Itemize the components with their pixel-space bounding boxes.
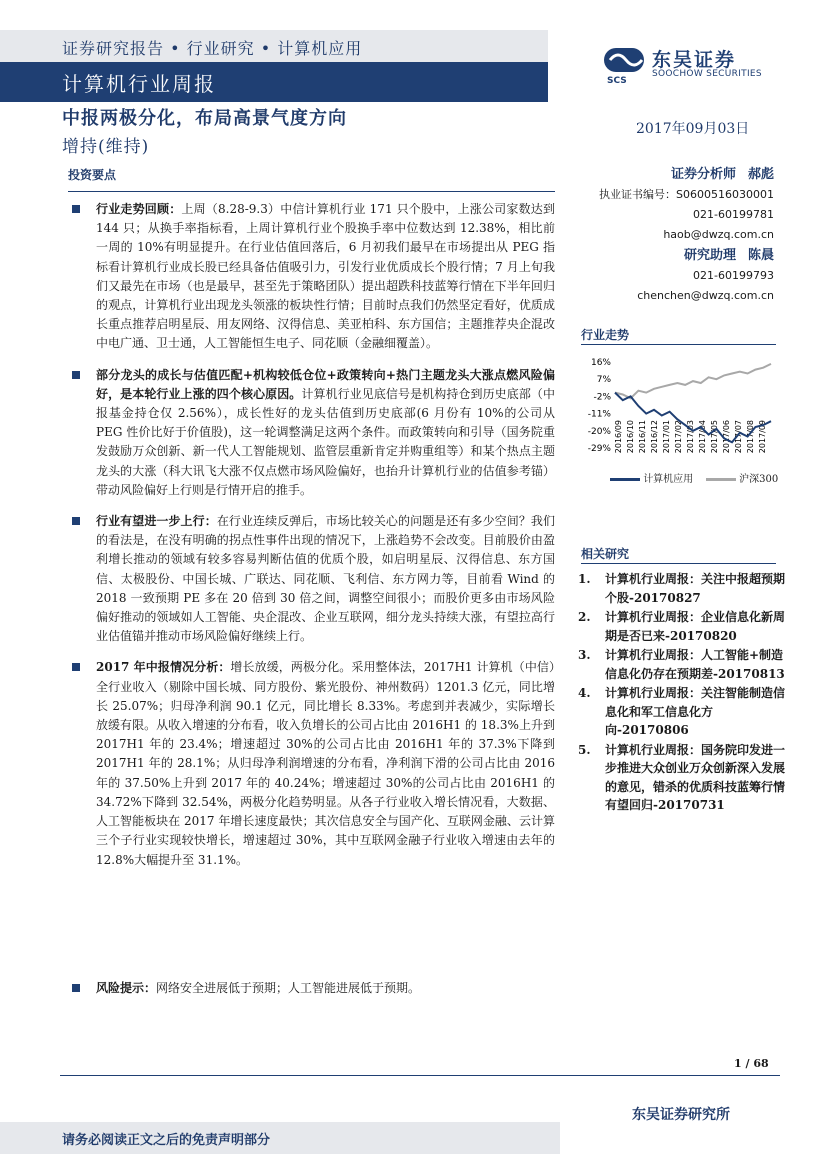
- related-divider: [581, 563, 776, 564]
- analyst-role: 证券分析师: [670, 167, 736, 182]
- x-tick-label: 2017/04: [698, 420, 707, 454]
- legend-label-computer: 计算机应用: [643, 474, 694, 485]
- x-tick-label: 2017/08: [746, 420, 755, 454]
- square-bullet-icon: [72, 371, 80, 379]
- x-tick-label: 2017/09: [758, 420, 767, 454]
- logo-english-name: SOOCHOW SECURITIES: [652, 69, 762, 79]
- related-item[interactable]: 5. 计算机行业周报：国务院印发进一步推进大众创业万众创新深入发展的意见，错杀的优质科技蓝筹行情有望回归-20170731: [578, 742, 786, 812]
- disclaimer: 请务必阅读正文之后的免责声明部分: [62, 1133, 271, 1148]
- report-title: 计算机行业周报: [62, 72, 216, 96]
- legend-label-hs300: 沪深300: [739, 474, 779, 485]
- legend-swatch-hs300: [706, 478, 736, 481]
- related-research-list: [578, 570, 790, 816]
- y-tick-label: -20%: [587, 426, 611, 437]
- risk-body: 网络安全进展低于预期；人工智能进展低于预期。: [156, 981, 421, 995]
- report-subtitle: 中报两极分化，布局高景气度方向: [62, 108, 347, 129]
- related-item[interactable]: 4. 计算机行业周报：关注智能制造信息化和军工信息化方向-20170806: [578, 686, 786, 737]
- analyst-phone: 021-60199781: [693, 208, 774, 221]
- x-tick-label: 2016/10: [626, 420, 635, 454]
- analyst-cert: 执业证书编号：S0600516030001: [599, 188, 774, 201]
- x-tick-label: 2017/05: [710, 420, 719, 454]
- y-tick-label: -2%: [593, 392, 611, 403]
- key-point-body: 上周（8.28-9.3）中信计算机行业 171 只个股中，上涨公司家数达到 144 只；从换手率指标看，上周计算机行业个股换手率中位数达到 12.38%，相比前一周的 10%有明显提升。在行业估值回落后，6 月初我们最早在市场提出从 PEG 指标看计算机行业成长股已经具备估值吸引力，引发行业优质成长个股行情；7 月上旬我们又最先在市场（也是最早，甚至先于策略团队）提出超跌科技蓝筹行情在下半年回归的观点，计算机行业出现龙头领涨的板块性行情；目前时点我们仍然坚定看好，优质成长重点推荐启明星辰、用友网络、汉得信息、美亚柏科、东方国信；主题推荐央企混改中电广通、卫士通，人工智能恒生电子、同花顺（金融细覆盖）。: [96, 202, 555, 351]
- y-tick-label: -11%: [587, 409, 611, 420]
- risk-warning: [68, 979, 583, 998]
- section-title: 投资要点: [68, 168, 117, 182]
- square-bullet-icon: [72, 663, 80, 671]
- key-point-lead: 2017 年中报情况分析：: [96, 660, 231, 675]
- legend-swatch-computer: [610, 478, 640, 481]
- x-tick-label: 2016/11: [638, 420, 647, 454]
- x-tick-label: 2017/02: [674, 420, 683, 454]
- breadcrumb: 证券研究报告 • 行业研究 • 计算机应用: [62, 39, 363, 58]
- related-item[interactable]: 3. 计算机行业周报：人工智能+制造信息化仍存在预期差-20170813: [578, 648, 785, 681]
- x-tick-label: 2017/06: [722, 420, 731, 454]
- key-point: [68, 658, 555, 869]
- analyst-email[interactable]: haob@dwzq.com.cn: [663, 228, 774, 241]
- assistant-role: 研究助理: [683, 248, 736, 263]
- x-tick-label: 2016/09: [614, 420, 623, 454]
- footer-divider: [60, 1075, 780, 1076]
- square-bullet-icon: [72, 517, 80, 525]
- key-points: [68, 200, 555, 882]
- section-divider: [68, 191, 555, 192]
- trend-divider: [581, 344, 776, 345]
- analyst-name: 郝彪: [747, 167, 774, 182]
- assistant-phone: 021-60199793: [693, 269, 774, 282]
- key-point-body: 计算机行业见底信号是机构持仓到历史底部（中报基金持仓仅 2.56%），成长性好的龙头估值到历史底部(6 月份有 10%的公司从 PEG 性价比好于价值股)，这一轮调整满足这两个条件。而政策转向和引导（国务院重发鼓励万众创新、新一代人工智能规划、监管层重新肯定并购重组等）和某个热点主题龙头的大涨（科大讯飞大涨不仅点燃市场风险偏好，也抬升计算机行业的估值参考锚）带动风险偏好上行则是行情开启的推手。: [96, 386, 555, 497]
- industry-trend-chart: [575, 350, 785, 490]
- report-date: 2017年09月03日: [636, 121, 750, 137]
- assistant-email[interactable]: chenchen@dwzq.com.cn: [637, 289, 774, 302]
- square-bullet-icon: [72, 984, 80, 992]
- trend-title: 行业走势: [581, 328, 630, 342]
- key-point: [68, 512, 555, 646]
- x-tick-label: 2017/01: [662, 420, 671, 454]
- logo-mark-text: SCS: [607, 76, 627, 86]
- y-tick-label: 7%: [596, 375, 611, 386]
- series-line-沪深300: [615, 364, 771, 398]
- key-point: [68, 200, 555, 354]
- key-point-body: 增长放缓，两极分化。采用整体法，2017H1 计算机（中信）全行业收入（剔除中国长城、同方股份、紫光股份、神州数码）1201.3 亿元，同比增长 25.07%；归母净利润 90.1 亿元，同比增长 8.33%。考虑到并表减少，实际增长放缓有限。从收入增速的分布看，收入负增长的公司占比由 2016H1 的 18.3%上升到 2017H1 年的 23.4%；增速超过 30%的公司占比由 2016H1 年的 37.3%下降到 2017H1 年的 28.1%；从归母净利润增速的分布看，净利润下滑的公司占比由 2016 年的 37.50%上升到 2017 年的 40.24%；增速超过 30%的公司占比由 2016H1 的 34.72%下降到 32.54%，两极分化趋势明显。从各子行业收入增长情况看，大数据、人工智能板块在 2017 年增长速度最快；其次信息安全与国产化、互联网金融、云计算三个子行业实现较快增长，增速超过 30%，其中互联网金融子行业收入增速由去年的 12.8%大幅提升至 31.1%。: [96, 660, 555, 867]
- page-number: 1 / 68: [734, 1057, 769, 1070]
- chart-legend: [610, 470, 778, 485]
- key-point-lead: 行业走势回顾：: [96, 202, 182, 216]
- x-tick-label: 2017/03: [686, 420, 695, 454]
- key-point-body: 在行业连续反弹后，市场比较关心的问题是还有多少空间？我们的看法是，在没有明确的拐点性事件出现的情况下，上涨趋势不会改变。目前股价由盈利增长推动的领域有较多容易判断估值的优质个股，如启明星辰、汉得信息、东方国信、太极股份、中国长城、广联达、同花顺、飞利信、东方网力等，目前看 Wind 的 2018 一致预期 PE 多在 20 倍到 30 倍之间，调整空间很小；而股价更多由市场风险偏好推动的领域如人工智能、央企混改、企业互联网，细分龙头持续大涨，有望拉高行业估值锚并推动市场风险偏好继续上行。: [96, 514, 555, 644]
- related-item[interactable]: 1. 计算机行业周报：关注中报超预期个股-20170827: [578, 572, 786, 605]
- related-item[interactable]: 2. 计算机行业周报：企业信息化新周期是否已来-20170820: [578, 610, 786, 643]
- logo-chinese-name: 东吴证券: [652, 49, 737, 71]
- footer-institute: 东吴证券研究所: [632, 1107, 730, 1123]
- analyst-block: [562, 164, 774, 306]
- x-tick-label: 2017/07: [734, 420, 743, 454]
- key-point-lead: 部分龙头的成长与估值匹配+机构较低仓位+政策转向+热门主题龙头大涨点燃风险偏好，是本轮行业上涨的四个核心原因。: [96, 367, 555, 401]
- y-tick-label: 16%: [590, 358, 611, 368]
- risk-lead: 风险提示：: [96, 981, 157, 995]
- related-research-title: 相关研究: [581, 547, 630, 561]
- y-tick-label: -29%: [587, 444, 611, 454]
- key-point-lead: 行业有望进一步上行：: [96, 514, 217, 529]
- square-bullet-icon: [72, 205, 80, 213]
- key-point: [68, 366, 555, 500]
- assistant-name: 陈晨: [747, 248, 774, 263]
- rating: 增持(维持): [62, 137, 150, 157]
- x-tick-label: 2016/12: [650, 420, 659, 454]
